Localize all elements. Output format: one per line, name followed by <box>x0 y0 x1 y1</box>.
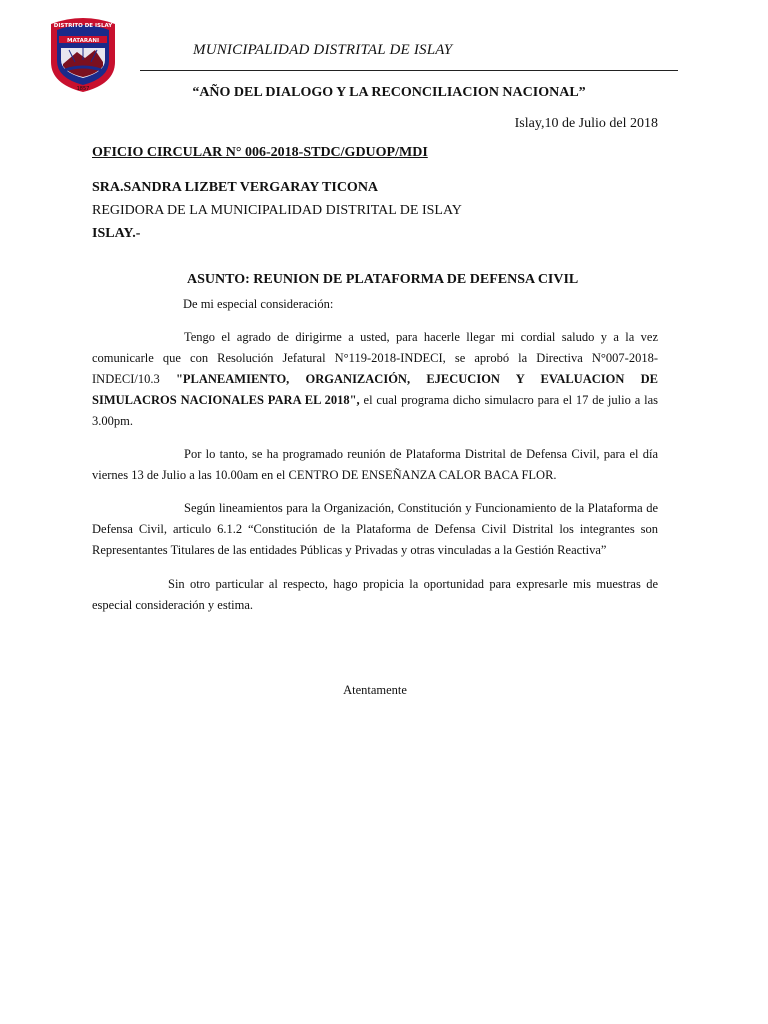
p4-text: Sin otro particular al respecto, hago propicia la oportunidad para expresarle mis muestras de especial consideración y estima. <box>92 577 658 612</box>
municipal-crest-logo <box>47 14 119 94</box>
subject-line: ASUNTO: REUNION DE PLATAFORMA DE DEFENSA CIVIL <box>187 272 579 287</box>
greeting: De mi especial consideración: <box>183 297 334 311</box>
document-number: OFICIO CIRCULAR N° 006-2018-STDC/GDUOP/MDI <box>92 145 428 160</box>
header-divider <box>140 70 678 71</box>
recipient-role: REGIDORA DE LA MUNICIPALIDAD DISTRITAL DE ISLAY <box>92 203 462 218</box>
recipient-city: ISLAY.- <box>92 226 141 241</box>
body-paragraph-1 <box>92 327 658 432</box>
p1-text: Tengo el agrado de dirigirme a usted, para hacerle llegar mi cordial saludo y a la vez comunicarle que con Resolución Jefatural N°119-2018-INDECI, se aprobó la Directiva N°007-2018-INDECI/10.3 <box>92 330 658 386</box>
logo-year-text: 1857 <box>76 86 90 92</box>
closing: Atentamente <box>343 683 407 697</box>
body-paragraph-4 <box>92 574 658 616</box>
year-motto: “AÑO DEL DIALOGO Y LA RECONCILIACION NACIONAL” <box>192 85 586 100</box>
recipient-name: SRA.SANDRA LIZBET VERGARAY TICONA <box>92 180 379 195</box>
letter-date: Islay,10 de Julio del 2018 <box>514 116 658 131</box>
p2-text: Por lo tanto, se ha programado reunión de Plataforma Distrital de Defensa Civil, para el día viernes 13 de Julio a las 10.00am en el CENTRO DE ENSEÑANZA CALOR BACA FLOR. <box>92 447 658 482</box>
body-paragraph-3 <box>92 498 658 561</box>
p3-text: Según lineamientos para la Organización, Constitución y Funcionamiento de la Plataforma de Defensa Civil, articulo 6.1.2 “Constitución de la Plataforma de Defensa Civil Distrital los integrantes son Representantes Titulares de las entidades Públicas y Privadas y otras vinculadas a la Gestión Reactiva” <box>92 501 658 557</box>
body-paragraph-2 <box>92 444 658 486</box>
p1-end: el cual programa dicho simulacro para el 17 de julio a las 3.00pm. <box>92 393 659 428</box>
p1-directive-title: "PLANEAMIENTO, ORGANIZACIÓN, EJECUCION Y EVALUACION DE SIMULACROS NACIONALES PARA EL 2018", <box>92 372 658 407</box>
municipality-title: MUNICIPALIDAD DISTRITAL DE ISLAY <box>193 42 453 58</box>
logo-top-text: DISTRITO DE ISLAY <box>53 23 113 29</box>
logo-band-text: MATARANI <box>66 38 100 44</box>
